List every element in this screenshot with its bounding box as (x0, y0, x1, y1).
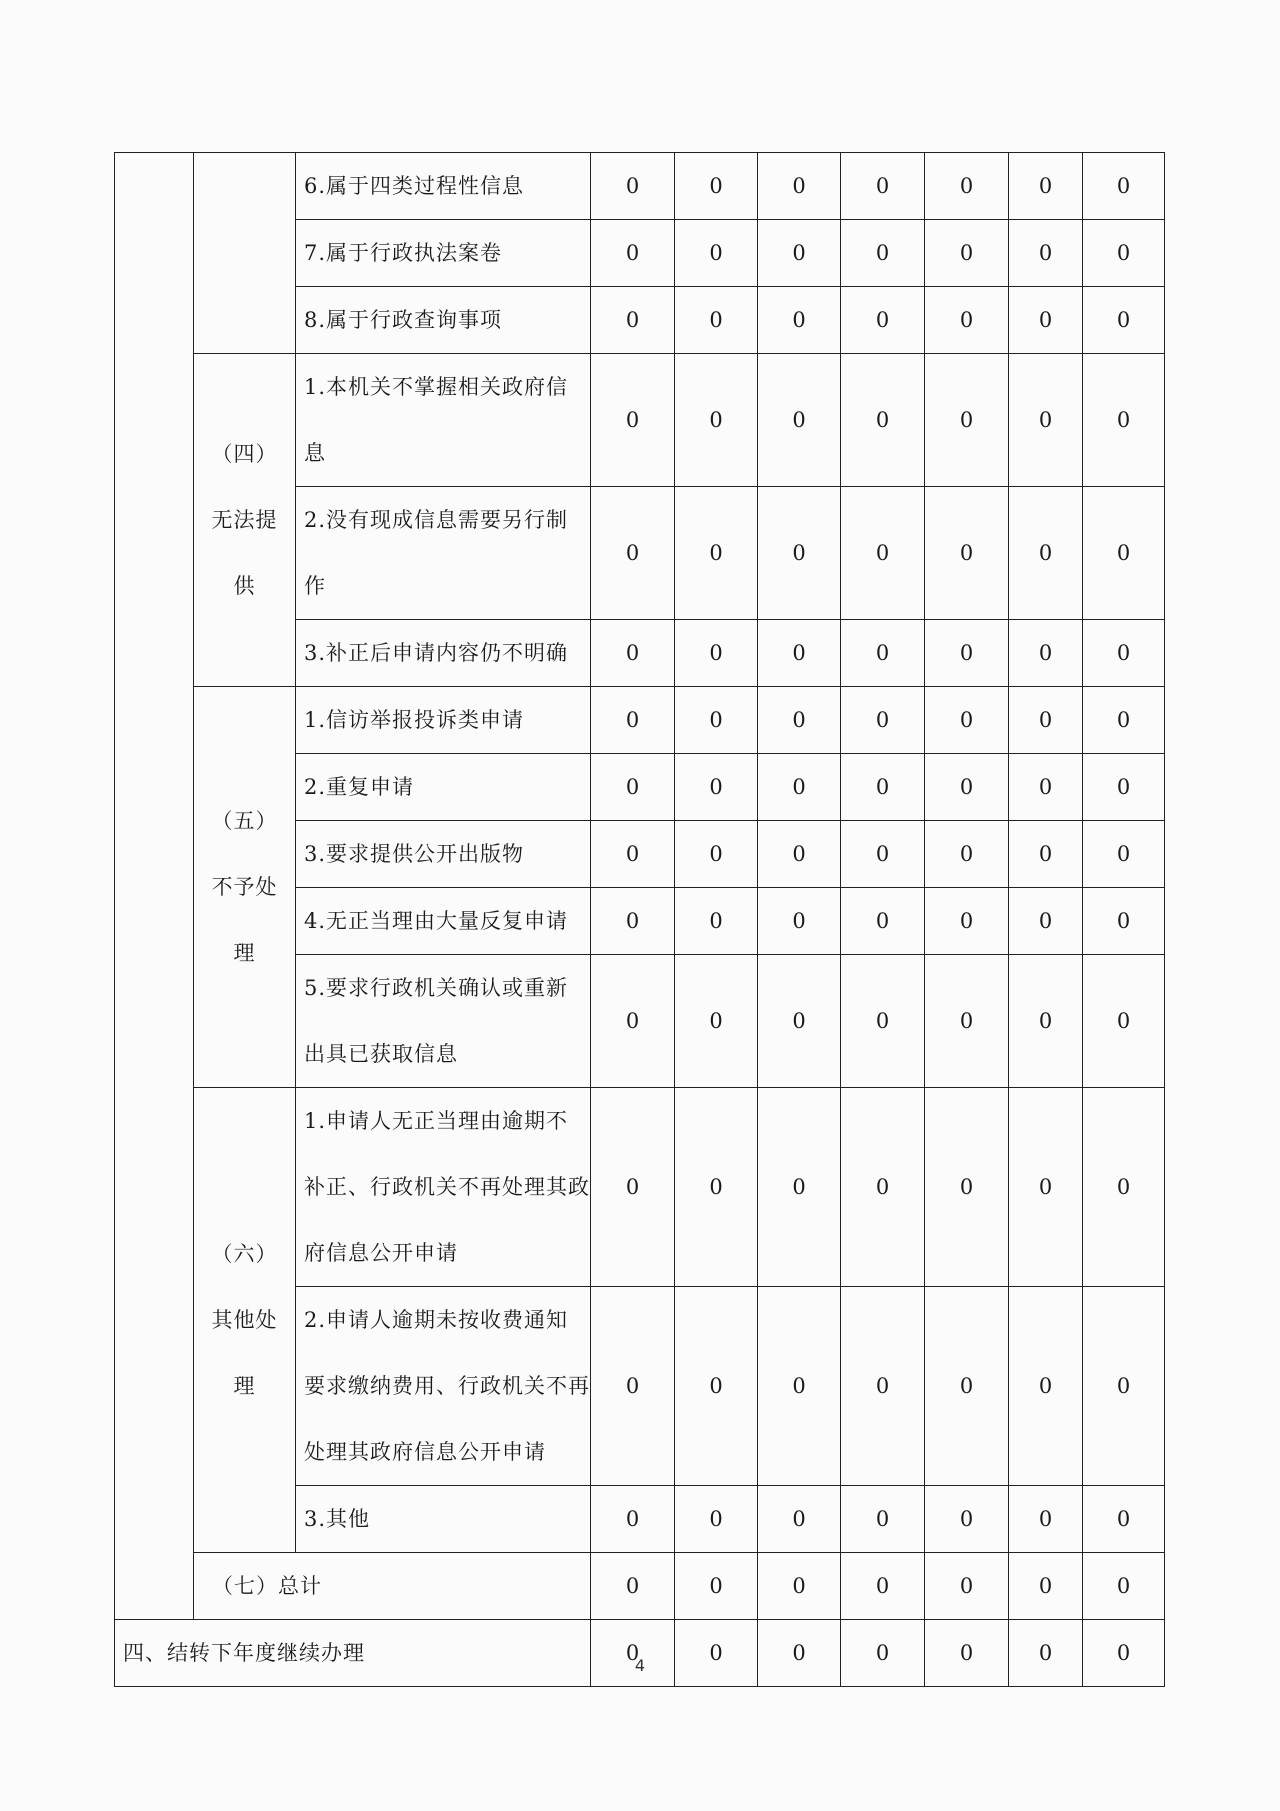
value-cell: 0 (1083, 153, 1165, 220)
value-cell: 0 (1009, 620, 1083, 687)
value-cell: 0 (758, 687, 841, 754)
value-cell: 0 (925, 153, 1009, 220)
value-cell: 0 (591, 1486, 675, 1553)
value-cell: 0 (925, 287, 1009, 354)
value-cell: 0 (675, 1486, 758, 1553)
value-cell: 0 (1083, 487, 1165, 620)
value-cell: 0 (591, 888, 675, 955)
page-number: 4 (634, 1656, 646, 1675)
value-cell: 0 (758, 1287, 841, 1486)
group-label-other-handling: （六）其他处理 (194, 1088, 296, 1553)
value-cell: 0 (758, 754, 841, 821)
value-cell: 0 (758, 821, 841, 888)
value-cell: 0 (591, 955, 675, 1088)
value-cell: 0 (758, 153, 841, 220)
value-cell: 0 (925, 1553, 1009, 1620)
row-label: 3.要求提供公开出版物 (296, 821, 591, 888)
row-label: 1.本机关不掌握相关政府信息 (296, 354, 591, 487)
group-cell-continued (194, 153, 296, 354)
row-label: 2.没有现成信息需要另行制作 (296, 487, 591, 620)
value-cell: 0 (1009, 955, 1083, 1088)
value-cell: 0 (591, 1620, 675, 1687)
value-cell: 0 (1083, 1088, 1165, 1287)
value-cell: 0 (841, 821, 925, 888)
table-row (115, 1553, 1165, 1620)
table-row (115, 354, 1165, 487)
row-label: 3.其他 (296, 1486, 591, 1553)
row-label: 8.属于行政查询事项 (296, 287, 591, 354)
value-cell: 0 (675, 220, 758, 287)
value-cell: 0 (591, 821, 675, 888)
value-cell: 0 (758, 1486, 841, 1553)
value-cell: 0 (675, 687, 758, 754)
value-cell: 0 (675, 821, 758, 888)
value-cell: 0 (925, 487, 1009, 620)
value-cell: 0 (591, 1088, 675, 1287)
value-cell: 0 (1083, 687, 1165, 754)
value-cell: 0 (925, 888, 1009, 955)
value-cell: 0 (841, 287, 925, 354)
table-row (115, 1088, 1165, 1287)
total-label: （七）总计 (194, 1553, 591, 1620)
value-cell: 0 (1083, 754, 1165, 821)
row-label: 2.重复申请 (296, 754, 591, 821)
table-row (115, 687, 1165, 754)
table-row (115, 153, 1165, 220)
value-cell: 0 (841, 153, 925, 220)
value-cell: 0 (758, 888, 841, 955)
value-cell: 0 (591, 687, 675, 754)
value-cell: 0 (841, 687, 925, 754)
value-cell: 0 (675, 888, 758, 955)
value-cell: 0 (1083, 955, 1165, 1088)
value-cell: 0 (758, 955, 841, 1088)
value-cell: 0 (1083, 354, 1165, 487)
value-cell: 0 (675, 1088, 758, 1287)
value-cell: 0 (1009, 220, 1083, 287)
value-cell: 0 (1083, 1553, 1165, 1620)
value-cell: 0 (925, 955, 1009, 1088)
value-cell: 0 (841, 620, 925, 687)
value-cell: 0 (675, 1620, 758, 1687)
value-cell: 0 (1009, 821, 1083, 888)
value-cell: 0 (841, 487, 925, 620)
value-cell: 0 (1009, 1553, 1083, 1620)
value-cell: 0 (1083, 620, 1165, 687)
value-cell: 0 (675, 620, 758, 687)
value-cell: 0 (1009, 1088, 1083, 1287)
value-cell: 0 (925, 354, 1009, 487)
value-cell: 0 (758, 220, 841, 287)
value-cell: 0 (841, 1287, 925, 1486)
value-cell: 0 (675, 955, 758, 1088)
value-cell: 0 (1083, 888, 1165, 955)
row-label: 6.属于四类过程性信息 (296, 153, 591, 220)
row-label: 7.属于行政执法案卷 (296, 220, 591, 287)
value-cell: 0 (841, 1088, 925, 1287)
value-cell: 0 (1009, 487, 1083, 620)
value-cell: 0 (841, 354, 925, 487)
value-cell: 0 (1009, 287, 1083, 354)
value-cell: 0 (591, 754, 675, 821)
value-cell: 0 (758, 287, 841, 354)
value-cell: 0 (758, 354, 841, 487)
value-cell: 0 (591, 620, 675, 687)
value-cell: 0 (925, 1088, 1009, 1287)
value-cell: 0 (591, 1553, 675, 1620)
value-cell: 0 (1083, 1287, 1165, 1486)
row-label: 2.申请人逾期未按收费通知要求缴纳费用、行政机关不再处理其政府信息公开申请 (296, 1287, 591, 1486)
value-cell: 0 (675, 1553, 758, 1620)
value-cell: 0 (925, 754, 1009, 821)
value-cell: 0 (675, 754, 758, 821)
row-label: 4.无正当理由大量反复申请 (296, 888, 591, 955)
value-cell: 0 (1083, 287, 1165, 354)
value-cell: 0 (758, 1620, 841, 1687)
value-cell: 0 (925, 1486, 1009, 1553)
value-cell: 0 (1009, 1287, 1083, 1486)
value-cell: 0 (841, 955, 925, 1088)
value-cell: 0 (925, 687, 1009, 754)
value-cell: 0 (1009, 687, 1083, 754)
value-cell: 0 (841, 220, 925, 287)
value-cell: 0 (591, 220, 675, 287)
value-cell: 0 (591, 1287, 675, 1486)
value-cell: 0 (925, 620, 1009, 687)
outer-section-cell (115, 153, 194, 1620)
carry-over-label: 四、结转下年度继续办理 (115, 1620, 591, 1687)
value-cell: 0 (1009, 153, 1083, 220)
table-row (115, 1620, 1165, 1687)
value-cell: 0 (841, 754, 925, 821)
value-cell: 0 (925, 1620, 1009, 1687)
value-cell: 0 (675, 287, 758, 354)
value-cell: 0 (1009, 1486, 1083, 1553)
value-cell: 0 (925, 220, 1009, 287)
row-label: 5.要求行政机关确认或重新出具已获取信息 (296, 955, 591, 1088)
value-cell: 0 (758, 620, 841, 687)
value-cell: 0 (591, 354, 675, 487)
value-cell: 0 (591, 487, 675, 620)
value-cell: 0 (675, 487, 758, 620)
report-table (114, 152, 1165, 1687)
row-label: 1.信访举报投诉类申请 (296, 687, 591, 754)
row-label: 1.申请人无正当理由逾期不补正、行政机关不再处理其政府信息公开申请 (296, 1088, 591, 1287)
value-cell: 0 (675, 1287, 758, 1486)
value-cell: 0 (1083, 1620, 1165, 1687)
value-cell: 0 (675, 153, 758, 220)
value-cell: 0 (1083, 1486, 1165, 1553)
value-cell: 0 (1009, 1620, 1083, 1687)
value-cell: 0 (1009, 354, 1083, 487)
group-label-cannot-provide: （四）无法提供 (194, 354, 296, 687)
group-label-not-processed: （五）不予处理 (194, 687, 296, 1088)
value-cell: 0 (925, 821, 1009, 888)
value-cell: 0 (841, 888, 925, 955)
row-label: 3.补正后申请内容仍不明确 (296, 620, 591, 687)
value-cell: 0 (841, 1553, 925, 1620)
value-cell: 0 (758, 487, 841, 620)
value-cell: 0 (591, 153, 675, 220)
value-cell: 0 (841, 1620, 925, 1687)
value-cell: 0 (841, 1486, 925, 1553)
value-cell: 0 (591, 287, 675, 354)
value-cell: 0 (758, 1553, 841, 1620)
value-cell: 0 (1009, 888, 1083, 955)
value-cell: 0 (925, 1287, 1009, 1486)
value-cell: 0 (675, 354, 758, 487)
value-cell: 0 (758, 1088, 841, 1287)
value-cell: 0 (1083, 821, 1165, 888)
value-cell: 0 (1083, 220, 1165, 287)
value-cell: 0 (1009, 754, 1083, 821)
